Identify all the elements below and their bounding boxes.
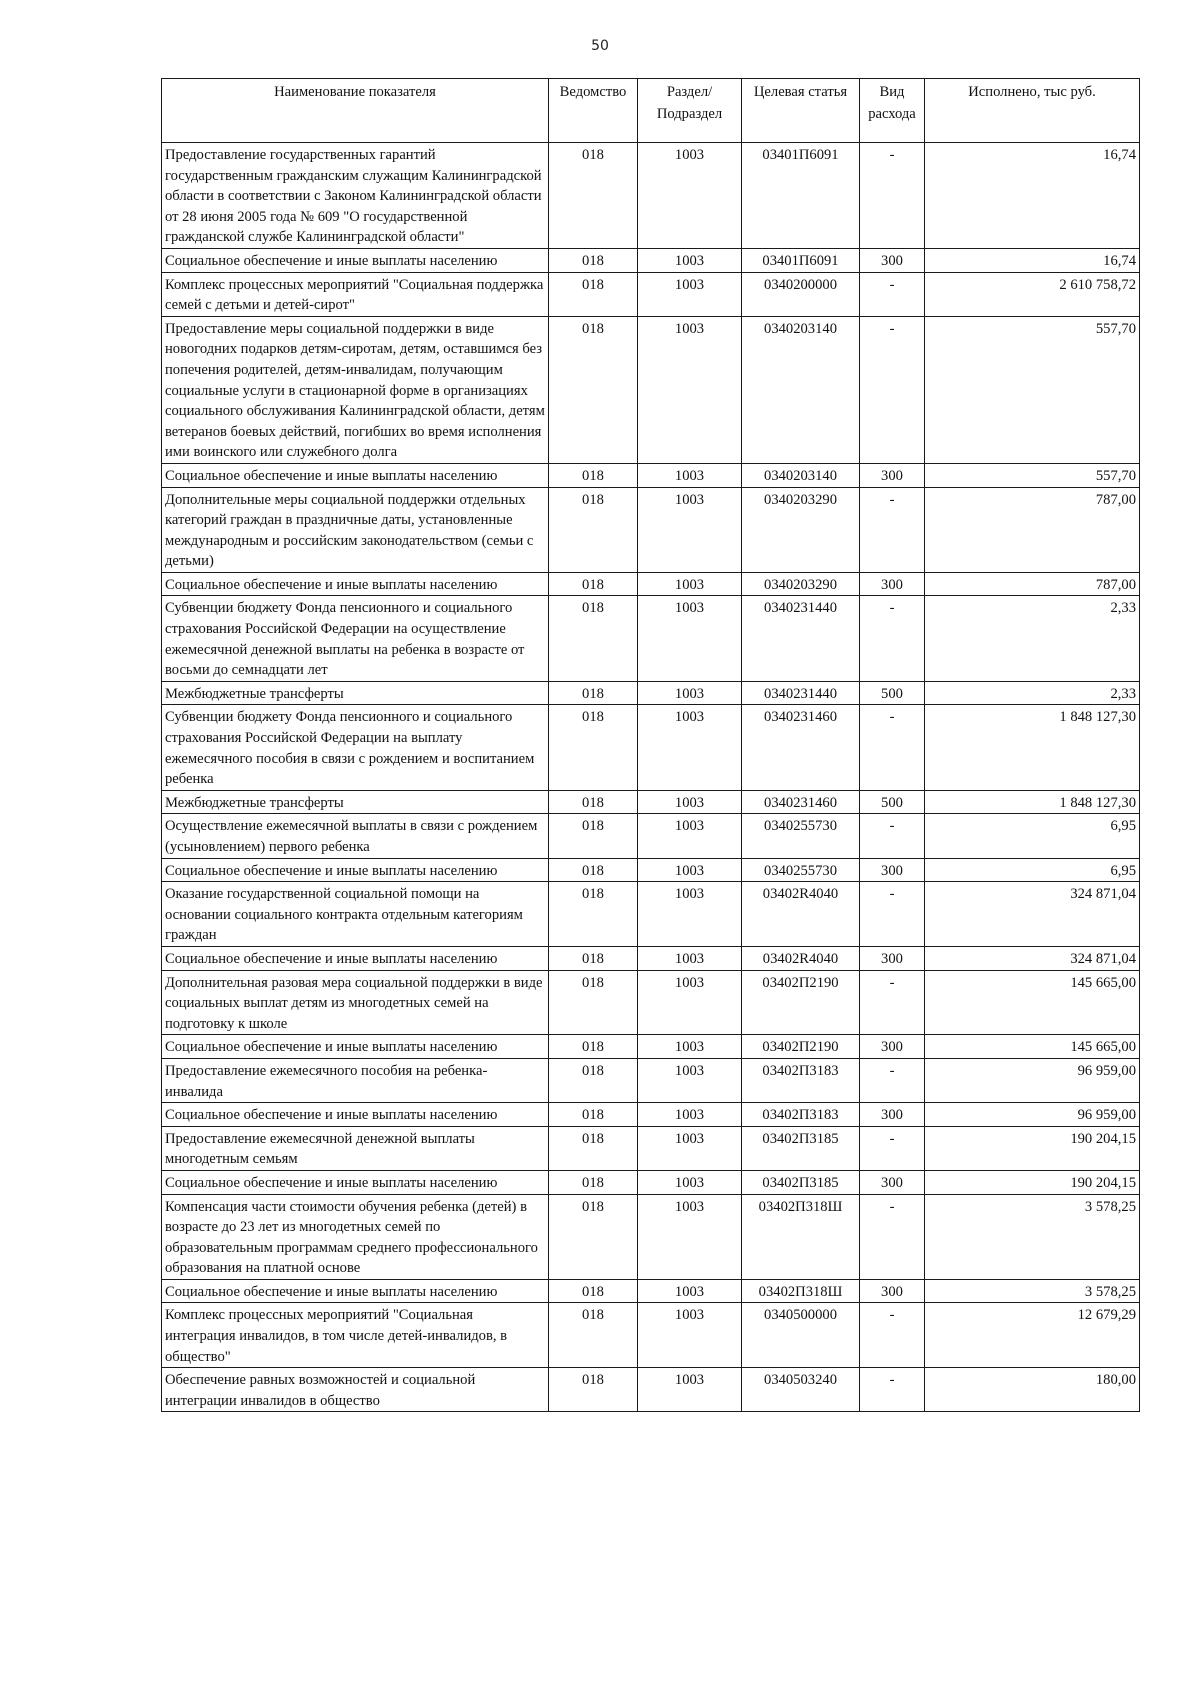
table-header <box>162 79 1140 143</box>
cell-dept: 018 <box>549 681 638 705</box>
cell-section: 1003 <box>638 463 742 487</box>
table-row <box>162 596 1140 681</box>
cell-type: - <box>860 316 925 463</box>
table-row <box>162 1194 1140 1279</box>
cell-dept: 018 <box>549 1103 638 1127</box>
cell-amount: 557,70 <box>925 463 1140 487</box>
cell-name: Обеспечение равных возможностей и социальной интеграции инвалидов в общество <box>162 1368 549 1412</box>
cell-section: 1003 <box>638 1126 742 1170</box>
header-type: Вид расхода <box>860 79 925 143</box>
cell-dept: 018 <box>549 790 638 814</box>
cell-section: 1003 <box>638 814 742 858</box>
cell-name: Компенсация части стоимости обучения ребенка (детей) в возрасте до 23 лет из многодетных семей по образовательным программам среднего профессионального образования на платной основе <box>162 1194 549 1279</box>
cell-section: 1003 <box>638 143 742 249</box>
header-dept: Ведомство <box>549 79 638 143</box>
cell-article: 0340231460 <box>742 790 860 814</box>
cell-section: 1003 <box>638 316 742 463</box>
cell-name: Социальное обеспечение и иные выплаты населению <box>162 1035 549 1059</box>
cell-type: 300 <box>860 858 925 882</box>
table-row <box>162 463 1140 487</box>
cell-dept: 018 <box>549 946 638 970</box>
cell-amount: 96 959,00 <box>925 1103 1140 1127</box>
cell-name: Оказание государственной социальной помощи на основании социального контракта отдельным категориям граждан <box>162 882 549 947</box>
cell-amount: 16,74 <box>925 143 1140 249</box>
table-row <box>162 1103 1140 1127</box>
cell-name: Социальное обеспечение и иные выплаты населению <box>162 463 549 487</box>
table-row <box>162 970 1140 1035</box>
cell-type: 300 <box>860 248 925 272</box>
cell-amount: 145 665,00 <box>925 970 1140 1035</box>
cell-type: - <box>860 882 925 947</box>
cell-article: 0340231460 <box>742 705 860 790</box>
cell-amount: 787,00 <box>925 487 1140 572</box>
cell-section: 1003 <box>638 1103 742 1127</box>
cell-name: Предоставление ежемесячной денежной выплаты многодетным семьям <box>162 1126 549 1170</box>
cell-name: Предоставление государственных гарантий государственным гражданским служащим Калининградской области в соответствии с Законом Калининградской области от 28 июня 2005 года № 609 "О государственной гражданской службе Калининградской области" <box>162 143 549 249</box>
cell-section: 1003 <box>638 572 742 596</box>
table-row <box>162 316 1140 463</box>
cell-amount: 6,95 <box>925 858 1140 882</box>
cell-article: 03402П318Ш <box>742 1194 860 1279</box>
cell-article: 0340203290 <box>742 572 860 596</box>
cell-section: 1003 <box>638 858 742 882</box>
table-row <box>162 572 1140 596</box>
cell-dept: 018 <box>549 248 638 272</box>
cell-dept: 018 <box>549 858 638 882</box>
cell-name: Социальное обеспечение и иные выплаты населению <box>162 248 549 272</box>
cell-amount: 6,95 <box>925 814 1140 858</box>
cell-name: Социальное обеспечение и иные выплаты населению <box>162 1103 549 1127</box>
cell-type: - <box>860 814 925 858</box>
table-body <box>162 143 1140 1412</box>
header-row <box>162 79 1140 143</box>
cell-name: Предоставление меры социальной поддержки в виде новогодних подарков детям-сиротам, детям, оставшимся без попечения родителей, детям-инвалидам, получающим социальные услуги в стационарной форме в организациях социального обслуживания Калининградской области, детям ветеранов боевых действий, погибших во время исполнения ими воинского или служебного долга <box>162 316 549 463</box>
table-row <box>162 882 1140 947</box>
cell-section: 1003 <box>638 1170 742 1194</box>
cell-dept: 018 <box>549 814 638 858</box>
table-row <box>162 858 1140 882</box>
table-row <box>162 143 1140 249</box>
cell-name: Социальное обеспечение и иные выплаты населению <box>162 1170 549 1194</box>
table-row <box>162 1368 1140 1412</box>
cell-article: 03402П2190 <box>742 970 860 1035</box>
cell-name: Субвенции бюджету Фонда пенсионного и социального страхования Российской Федерации на выплату ежемесячного пособия в связи с рождением и воспитанием ребенка <box>162 705 549 790</box>
cell-amount: 2,33 <box>925 596 1140 681</box>
cell-article: 03402П3183 <box>742 1058 860 1102</box>
cell-dept: 018 <box>549 882 638 947</box>
table-row <box>162 681 1140 705</box>
cell-section: 1003 <box>638 946 742 970</box>
cell-name: Предоставление ежемесячного пособия на ребенка-инвалида <box>162 1058 549 1102</box>
cell-amount: 1 848 127,30 <box>925 790 1140 814</box>
cell-section: 1003 <box>638 596 742 681</box>
table-row <box>162 487 1140 572</box>
cell-article: 03401П6091 <box>742 143 860 249</box>
cell-dept: 018 <box>549 1368 638 1412</box>
cell-section: 1003 <box>638 1035 742 1059</box>
table-row <box>162 1035 1140 1059</box>
table-row <box>162 248 1140 272</box>
cell-name: Дополнительная разовая мера социальной поддержки в виде социальных выплат детям из многодетных семей на подготовку к школе <box>162 970 549 1035</box>
cell-name: Социальное обеспечение и иные выплаты населению <box>162 1279 549 1303</box>
cell-section: 1003 <box>638 681 742 705</box>
cell-amount: 324 871,04 <box>925 946 1140 970</box>
cell-dept: 018 <box>549 1035 638 1059</box>
cell-name: Комплекс процессных мероприятий "Социальная интеграция инвалидов, в том числе детей-инвалидов, в общество" <box>162 1303 549 1368</box>
cell-amount: 12 679,29 <box>925 1303 1140 1368</box>
cell-article: 0340203140 <box>742 316 860 463</box>
cell-amount: 16,74 <box>925 248 1140 272</box>
cell-name: Социальное обеспечение и иные выплаты населению <box>162 858 549 882</box>
cell-section: 1003 <box>638 1058 742 1102</box>
cell-amount: 3 578,25 <box>925 1279 1140 1303</box>
table-row <box>162 1303 1140 1368</box>
cell-dept: 018 <box>549 970 638 1035</box>
table-row <box>162 272 1140 316</box>
cell-article: 0340231440 <box>742 596 860 681</box>
cell-dept: 018 <box>549 1194 638 1279</box>
cell-section: 1003 <box>638 1194 742 1279</box>
cell-amount: 557,70 <box>925 316 1140 463</box>
cell-dept: 018 <box>549 463 638 487</box>
cell-article: 0340503240 <box>742 1368 860 1412</box>
cell-section: 1003 <box>638 248 742 272</box>
cell-section: 1003 <box>638 487 742 572</box>
cell-type: - <box>860 705 925 790</box>
cell-article: 0340203290 <box>742 487 860 572</box>
cell-type: - <box>860 1368 925 1412</box>
cell-amount: 324 871,04 <box>925 882 1140 947</box>
cell-dept: 018 <box>549 1126 638 1170</box>
cell-dept: 018 <box>549 705 638 790</box>
cell-article: 0340255730 <box>742 814 860 858</box>
cell-type: - <box>860 487 925 572</box>
cell-article: 03402R4040 <box>742 882 860 947</box>
table-row <box>162 1170 1140 1194</box>
cell-amount: 2,33 <box>925 681 1140 705</box>
cell-section: 1003 <box>638 970 742 1035</box>
cell-section: 1003 <box>638 705 742 790</box>
cell-type: 300 <box>860 946 925 970</box>
header-name: Наименование показателя <box>162 79 549 143</box>
cell-dept: 018 <box>549 272 638 316</box>
cell-type: 300 <box>860 1035 925 1059</box>
cell-type: - <box>860 970 925 1035</box>
cell-article: 03402П3185 <box>742 1126 860 1170</box>
table-row <box>162 946 1140 970</box>
cell-type: - <box>860 1126 925 1170</box>
cell-name: Комплекс процессных мероприятий "Социальная поддержка семей с детьми и детей-сирот" <box>162 272 549 316</box>
cell-type: 300 <box>860 1103 925 1127</box>
cell-article: 0340231440 <box>742 681 860 705</box>
cell-article: 03402П3185 <box>742 1170 860 1194</box>
cell-amount: 1 848 127,30 <box>925 705 1140 790</box>
cell-article: 0340255730 <box>742 858 860 882</box>
table-row <box>162 705 1140 790</box>
cell-type: 300 <box>860 572 925 596</box>
cell-section: 1003 <box>638 790 742 814</box>
cell-section: 1003 <box>638 1279 742 1303</box>
cell-type: 500 <box>860 790 925 814</box>
cell-name: Межбюджетные трансферты <box>162 790 549 814</box>
header-article: Целевая статья <box>742 79 860 143</box>
cell-amount: 787,00 <box>925 572 1140 596</box>
table-row <box>162 790 1140 814</box>
cell-type: - <box>860 272 925 316</box>
cell-dept: 018 <box>549 572 638 596</box>
cell-dept: 018 <box>549 316 638 463</box>
cell-name: Субвенции бюджету Фонда пенсионного и социального страхования Российской Федерации на осуществление ежемесячной денежной выплаты на ребенка в возрасте от восьми до семнадцати лет <box>162 596 549 681</box>
cell-amount: 180,00 <box>925 1368 1140 1412</box>
cell-type: - <box>860 143 925 249</box>
cell-article: 03401П6091 <box>742 248 860 272</box>
cell-dept: 018 <box>549 1058 638 1102</box>
cell-article: 0340200000 <box>742 272 860 316</box>
cell-name: Межбюджетные трансферты <box>162 681 549 705</box>
cell-article: 0340500000 <box>742 1303 860 1368</box>
cell-amount: 190 204,15 <box>925 1170 1140 1194</box>
cell-amount: 2 610 758,72 <box>925 272 1140 316</box>
table-row <box>162 814 1140 858</box>
cell-dept: 018 <box>549 1279 638 1303</box>
table-row <box>162 1279 1140 1303</box>
cell-section: 1003 <box>638 1303 742 1368</box>
cell-name: Социальное обеспечение и иные выплаты населению <box>162 946 549 970</box>
header-section: Раздел/ Подраздел <box>638 79 742 143</box>
cell-section: 1003 <box>638 272 742 316</box>
cell-type: - <box>860 1058 925 1102</box>
cell-name: Дополнительные меры социальной поддержки отдельных категорий граждан в праздничные даты, установленные международным и российским законодательством (семьи с детьми) <box>162 487 549 572</box>
cell-type: 300 <box>860 1279 925 1303</box>
cell-type: - <box>860 596 925 681</box>
cell-name: Социальное обеспечение и иные выплаты населению <box>162 572 549 596</box>
cell-type: - <box>860 1194 925 1279</box>
cell-amount: 3 578,25 <box>925 1194 1140 1279</box>
page-number: 50 <box>591 38 609 54</box>
cell-article: 0340203140 <box>742 463 860 487</box>
cell-type: 500 <box>860 681 925 705</box>
cell-amount: 96 959,00 <box>925 1058 1140 1102</box>
cell-amount: 145 665,00 <box>925 1035 1140 1059</box>
cell-article: 03402П3183 <box>742 1103 860 1127</box>
cell-article: 03402П2190 <box>742 1035 860 1059</box>
cell-dept: 018 <box>549 1170 638 1194</box>
cell-name: Осуществление ежемесячной выплаты в связи с рождением (усыновлением) первого ребенка <box>162 814 549 858</box>
cell-dept: 018 <box>549 143 638 249</box>
cell-dept: 018 <box>549 1303 638 1368</box>
cell-section: 1003 <box>638 1368 742 1412</box>
cell-article: 03402R4040 <box>742 946 860 970</box>
expenditure-table <box>161 78 1140 1412</box>
cell-type: 300 <box>860 463 925 487</box>
cell-dept: 018 <box>549 487 638 572</box>
table-row <box>162 1058 1140 1102</box>
header-amount: Исполнено, тыс руб. <box>925 79 1140 143</box>
cell-section: 1003 <box>638 882 742 947</box>
cell-article: 03402П318Ш <box>742 1279 860 1303</box>
cell-type: 300 <box>860 1170 925 1194</box>
cell-type: - <box>860 1303 925 1368</box>
cell-dept: 018 <box>549 596 638 681</box>
table-row <box>162 1126 1140 1170</box>
cell-amount: 190 204,15 <box>925 1126 1140 1170</box>
